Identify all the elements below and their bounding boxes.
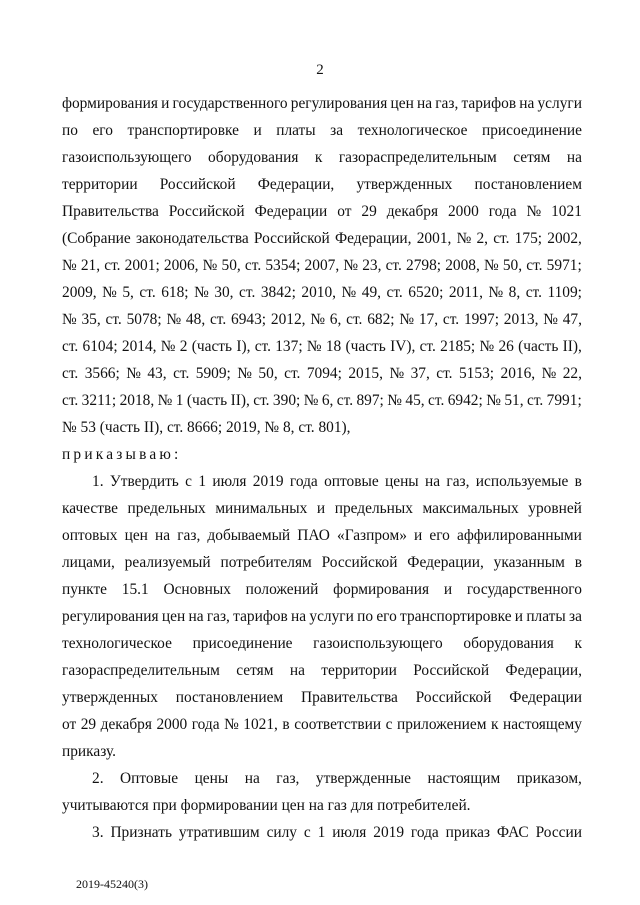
item-1-line: регулирования цен на газ, тарифов на услуги по его транспортировке и платы за bbox=[62, 608, 582, 625]
preamble-line: формирования и государственного регулирования цен на газ, тарифов на услуги bbox=[62, 95, 582, 112]
preamble-line: газоиспользующего оборудования к газораспределительным сетям на bbox=[62, 149, 582, 166]
preamble-line: № 53 (часть II), ст. 8666; 2019, № 8, ст. 801), bbox=[62, 419, 351, 436]
preamble-line: территории Российской Федерации, утвержденных постановлением bbox=[62, 176, 582, 193]
preamble-line: Правительства Российской Федерации от 29 декабря 2000 года № 1021 bbox=[62, 203, 582, 220]
item-1-line: газораспределительным сетям на территории Российской Федерации, bbox=[62, 662, 582, 679]
page-number: 2 bbox=[316, 62, 324, 78]
document-code: 2019-45240(3) bbox=[76, 877, 148, 891]
order-word: приказываю: bbox=[62, 446, 182, 463]
item-2-line: учитываются при формировании цен на газ для потребителей. bbox=[62, 797, 471, 814]
item-1-line: пункте 15.1 Основных положений формирования и государственного bbox=[62, 581, 582, 598]
preamble-line: (Собрание законодательства Российской Федерации, 2001, № 2, ст. 175; 2002, bbox=[62, 230, 582, 247]
preamble-line: ст. 6104; 2014, № 2 (часть I), ст. 137; № 18 (часть IV), ст. 2185; № 26 (часть II), bbox=[62, 338, 582, 355]
preamble-line: 2009, № 5, ст. 618; № 30, ст. 3842; 2010, № 49, ст. 6520; 2011, № 8, ст. 1109; bbox=[62, 284, 582, 301]
item-2-line: 2. Оптовые цены на газ, утвержденные настоящим приказом, bbox=[92, 770, 582, 787]
item-1-line: лицами, реализуемый потребителям Российской Федерации, указанным в bbox=[62, 554, 582, 571]
item-3-line: 3. Признать утратившим силу с 1 июля 2019 года приказ ФАС России bbox=[92, 824, 582, 841]
preamble-line: ст. 3211; 2018, № 1 (часть II), ст. 390; № 6, ст. 897; № 45, ст. 6942; № 51, ст. 7991; bbox=[62, 392, 582, 409]
preamble-line: № 35, ст. 5078; № 48, ст. 6943; 2012, № 6, ст. 682; № 17, ст. 1997; 2013, № 47, bbox=[62, 311, 582, 328]
item-1-line: утвержденных постановлением Правительства Российской Федерации bbox=[62, 689, 582, 706]
item-1-line: от 29 декабря 2000 года № 1021, в соответствии с приложением к настоящему bbox=[62, 716, 582, 733]
item-1-line: приказу. bbox=[62, 743, 117, 760]
item-1-line: 1. Утвердить с 1 июля 2019 года оптовые цены на газ, используемые в bbox=[92, 473, 582, 490]
preamble-line: № 21, ст. 2001; 2006, № 50, ст. 5354; 2007, № 23, ст. 2798; 2008, № 50, ст. 5971; bbox=[62, 257, 582, 274]
item-1-line: технологическое присоединение газоиспользующего оборудования к bbox=[62, 635, 582, 652]
item-1-line: качестве предельных минимальных и предельных максимальных уровней bbox=[62, 500, 582, 517]
preamble-line: по его транспортировке и платы за технологическое присоединение bbox=[62, 122, 582, 139]
preamble-line: ст. 3566; № 43, ст. 5909; № 50, ст. 7094; 2015, № 37, ст. 5153; 2016, № 22, bbox=[62, 365, 582, 382]
item-1-line: оптовых цен на газ, добываемый ПАО «Газпром» и его аффилированными bbox=[62, 527, 582, 544]
